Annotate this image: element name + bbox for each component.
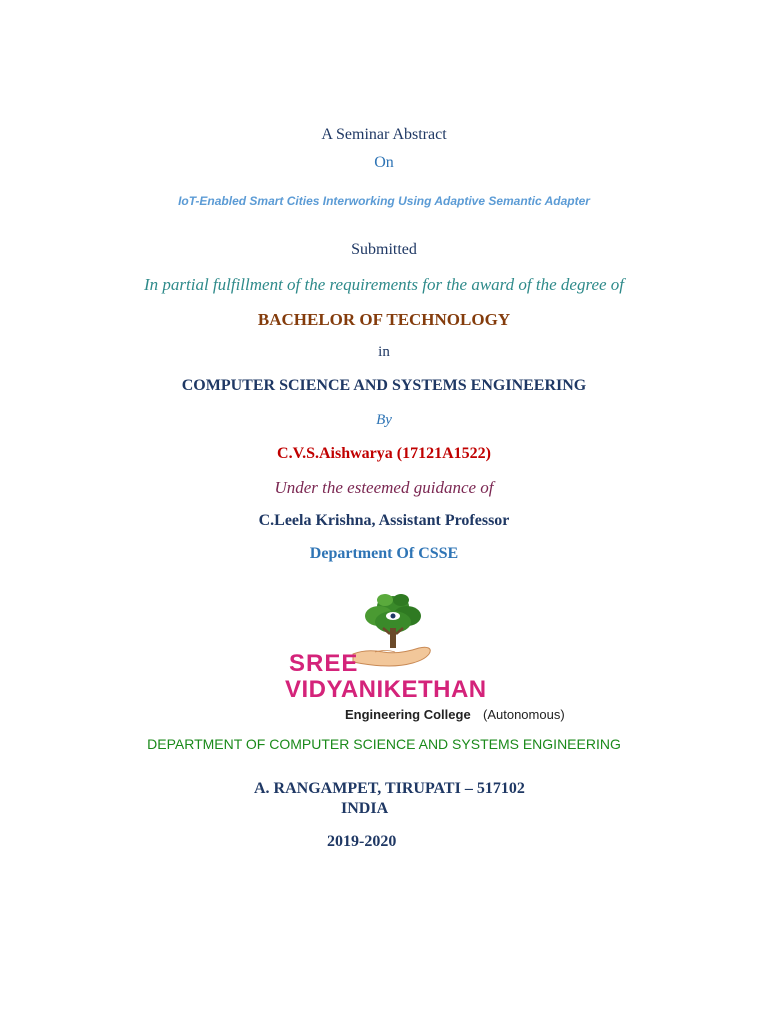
guidance-text: Under the esteemed guidance of (274, 478, 494, 497)
partial-fulfillment-text: In partial fulfillment of the requirements for the award of the degree of (143, 275, 625, 294)
department-full-name: DEPARTMENT OF COMPUTER SCIENCE AND SYSTEMS ENGINEERING (147, 736, 621, 752)
branch-name: COMPUTER SCIENCE AND SYSTEMS ENGINEERING (181, 377, 587, 394)
college-address: A. RANGAMPET, TIRUPATI – 517102 (254, 780, 525, 797)
by-label: By (376, 412, 392, 428)
country: INDIA (341, 800, 389, 817)
logo-word-sree: SREE (289, 650, 359, 677)
document-title: A Seminar Abstract (321, 126, 447, 143)
tree-hand-icon (345, 592, 495, 672)
logo-word-vidyanikethan: VIDYANIKETHAN (285, 676, 487, 703)
degree-name: BACHELOR OF TECHNOLOGY (257, 310, 511, 329)
college-logo (285, 592, 575, 727)
guide-name: C.Leela Krishna, Assistant Professor (258, 512, 510, 529)
in-label: in (378, 344, 390, 360)
seminar-topic: IoT-Enabled Smart Cities Interworking Using Adaptive Semantic Adapter (178, 194, 590, 208)
logo-college-name: Engineering College (345, 707, 471, 722)
submitted-label: Submitted (351, 241, 417, 258)
on-label: On (374, 154, 394, 171)
department-short: Department Of CSSE (309, 545, 459, 562)
logo-autonomous: (Autonomous) (483, 707, 565, 722)
student-name: C.V.S.Aishwarya (17121A1522) (277, 445, 491, 462)
academic-year: 2019-2020 (327, 833, 397, 850)
